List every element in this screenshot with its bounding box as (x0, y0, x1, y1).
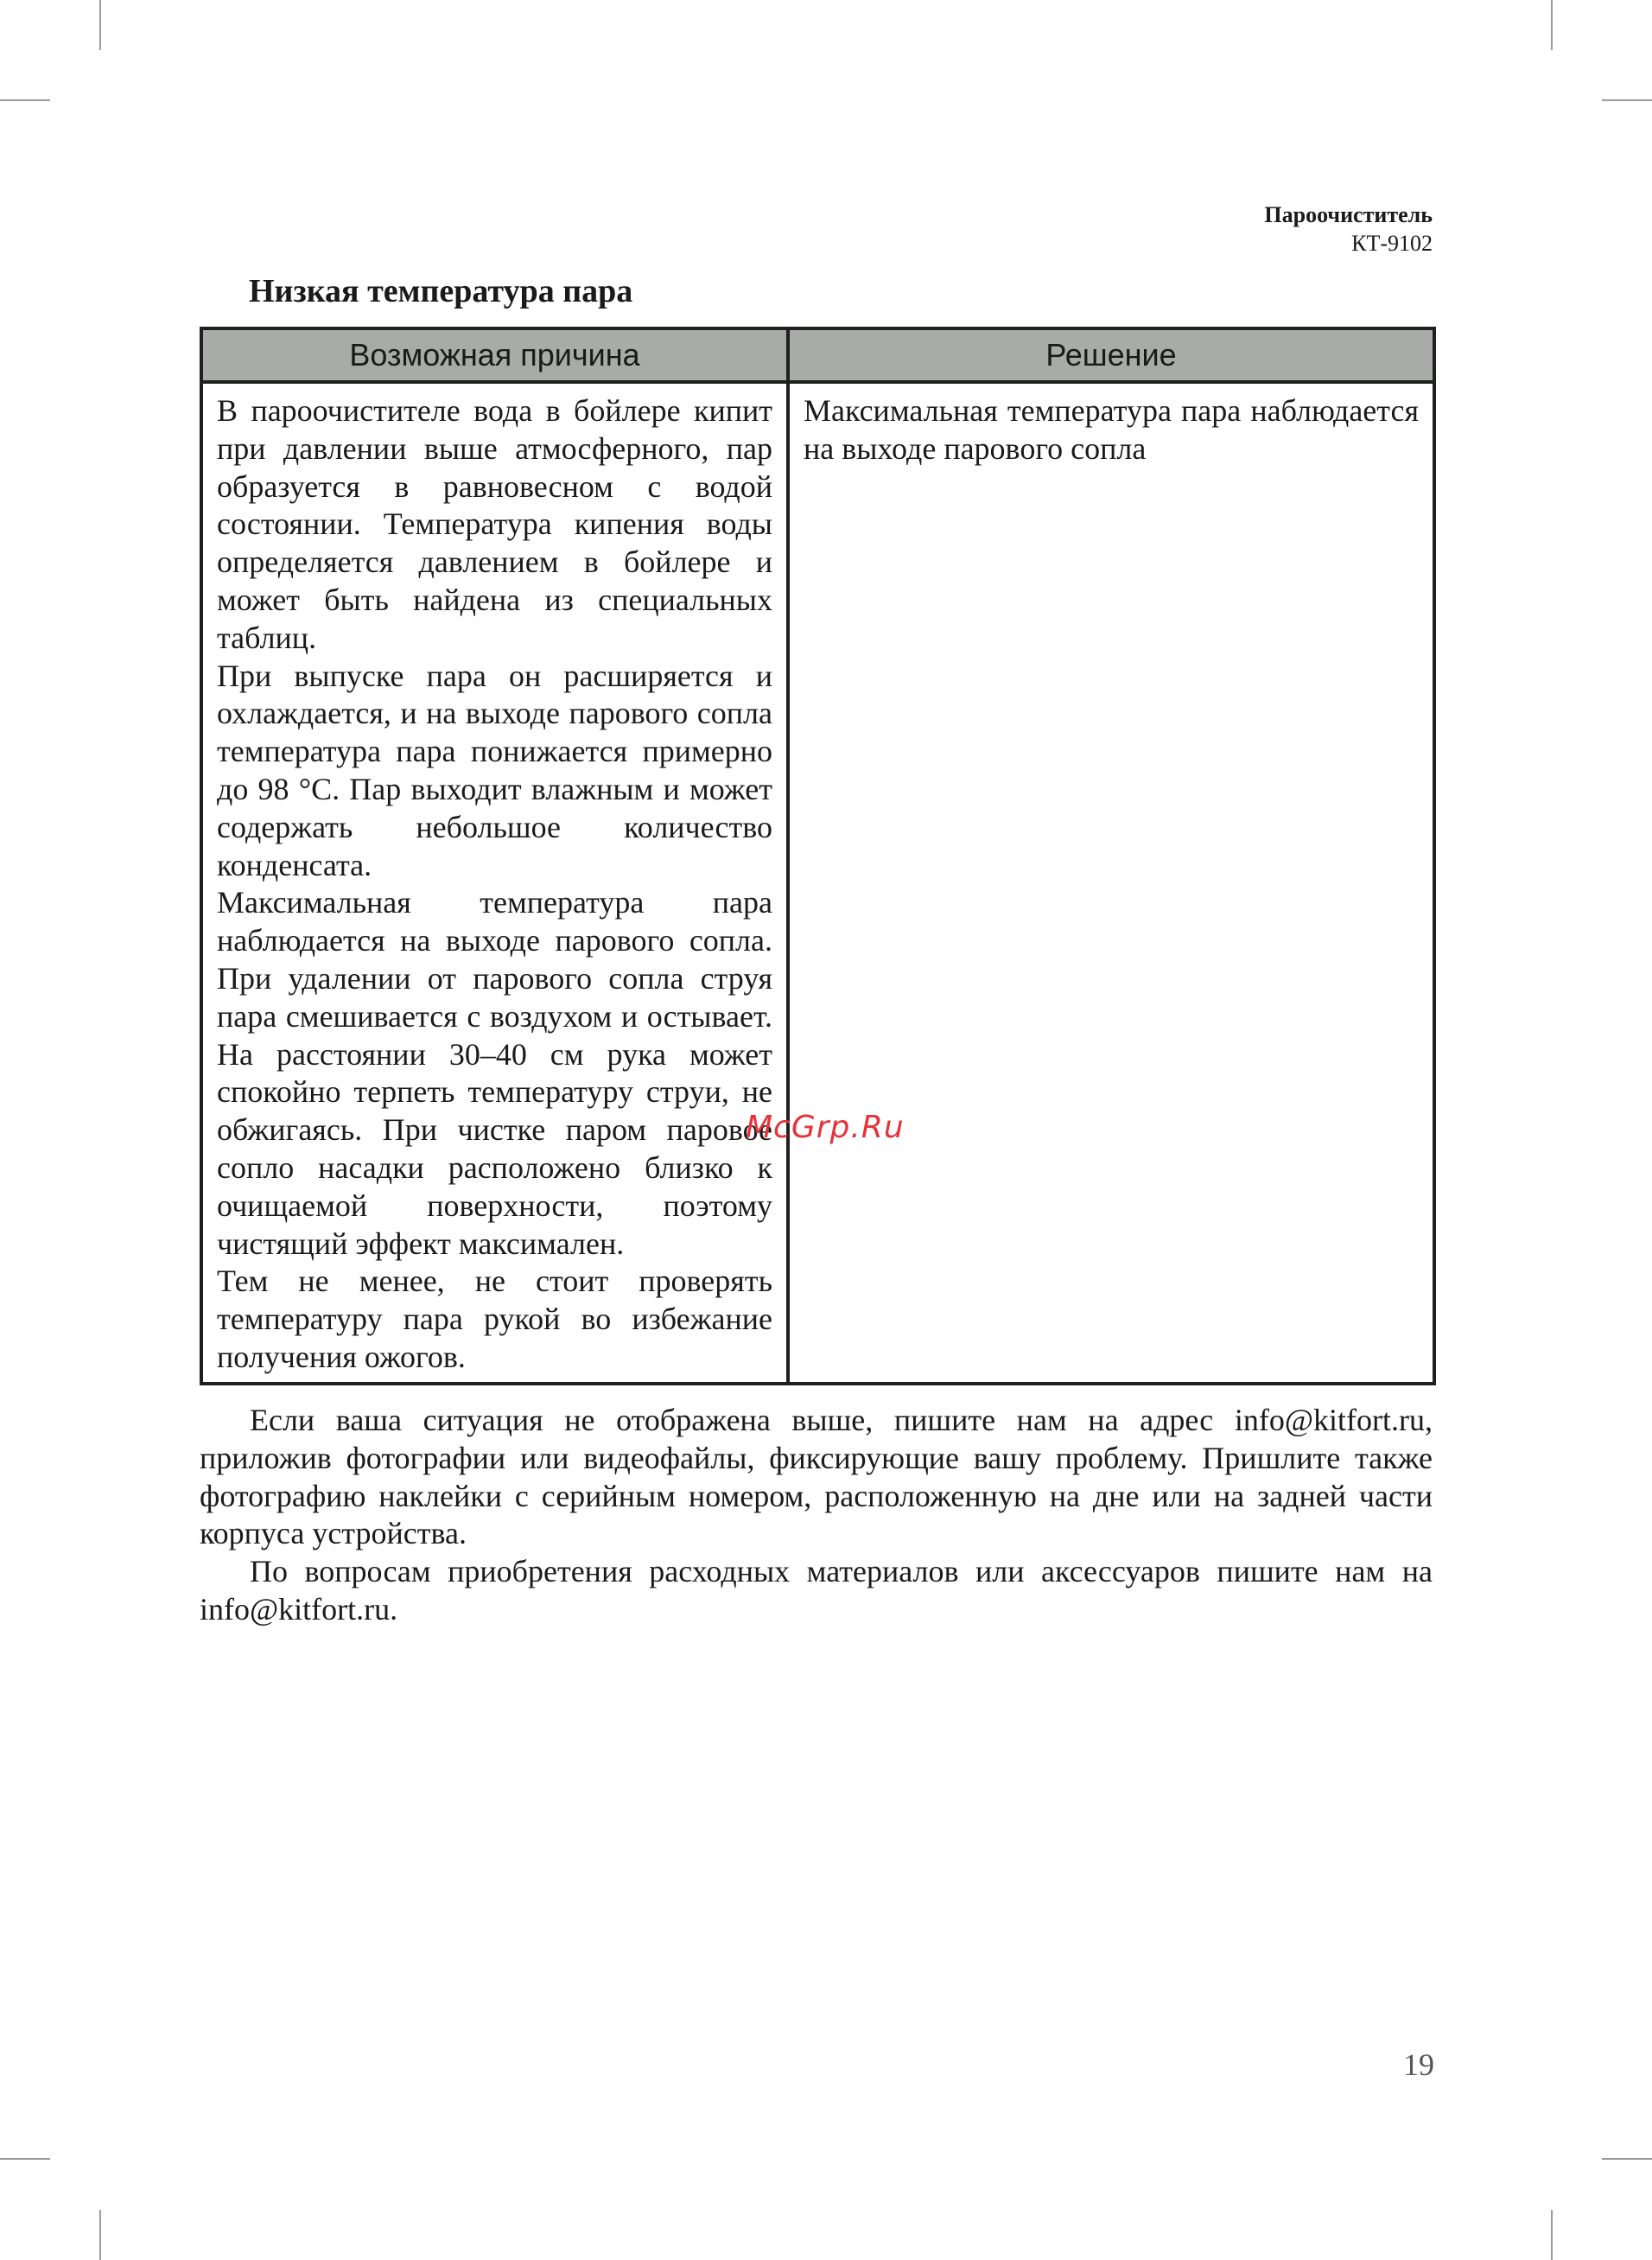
crop-mark (1551, 2210, 1553, 2260)
crop-mark (99, 2210, 101, 2260)
body-text (200, 1402, 1433, 1629)
solution-cell (788, 382, 1434, 1384)
crop-mark (99, 0, 101, 50)
crop-mark (1602, 99, 1652, 101)
crop-mark (0, 2158, 50, 2160)
product-model: КТ-9102 (1351, 231, 1433, 256)
solution-text: Максимальная температура пара наблюдается на выходе парового сопла (804, 393, 1419, 466)
table-row (201, 382, 1434, 1384)
crop-mark (0, 99, 50, 101)
table-header-row (201, 328, 1434, 382)
column-header-solution: Решение (788, 328, 1434, 382)
contact-paragraph: Если ваша ситуация не отображена выше, пишите нам на адрес info@kitfort.ru, приложив фотографии или видеофайлы, фиксирующие вашу проблему. Пришлите также фотографию наклейки с серийным номером, расположенную на дне или на задней части корпуса устройства. (200, 1403, 1433, 1551)
crop-mark (1602, 2158, 1652, 2160)
cause-cell (201, 382, 788, 1384)
product-name: Пароочиститель (1264, 202, 1433, 227)
section-title: Низкая температура пара (249, 273, 633, 309)
column-header-cause: Возможная причина (201, 328, 788, 382)
cause-paragraph: Максимальная температура пара наблюдается на выходе парового сопла. При удалении от парового сопла струя пара смешивается с воздухом и остывает. На расстоянии 30–40 см рука может спокойно терпеть температуру струи, не обжигаясь. При чистке паром паровое сопло насадки расположено близко к очищаемой поверхности, поэтому чистящий эффект максимален. (217, 885, 772, 1261)
cause-paragraph: В пароочистителе вода в бойлере кипит при давлении выше атмосферного, пар образуется в равновесном с водой состоянии. Температура кипения воды определяется давлением в бойлере и может быть найдена из специальных таблиц. (217, 393, 772, 655)
watermark: McGrp.Ru (746, 1110, 905, 1145)
troubleshooting-table (200, 327, 1436, 1385)
page-number: 19 (1403, 2047, 1434, 2082)
crop-mark (1551, 0, 1553, 50)
cause-paragraph: Тем не менее, не стоит проверять температуру пара рукой во избежание получения ожогов. (217, 1264, 772, 1374)
cause-paragraph: При выпуске пара он расширяется и охлаждается, и на выходе парового сопла температура пара понижается примерно до 98 °С. Пар выходит влажным и может содержать небольшое количество конденсата. (217, 658, 772, 882)
page-header (1264, 201, 1433, 258)
accessories-paragraph: По вопросам приобретения расходных материалов или аксессуаров пишите нам на info@kitfort.ru. (200, 1554, 1433, 1627)
